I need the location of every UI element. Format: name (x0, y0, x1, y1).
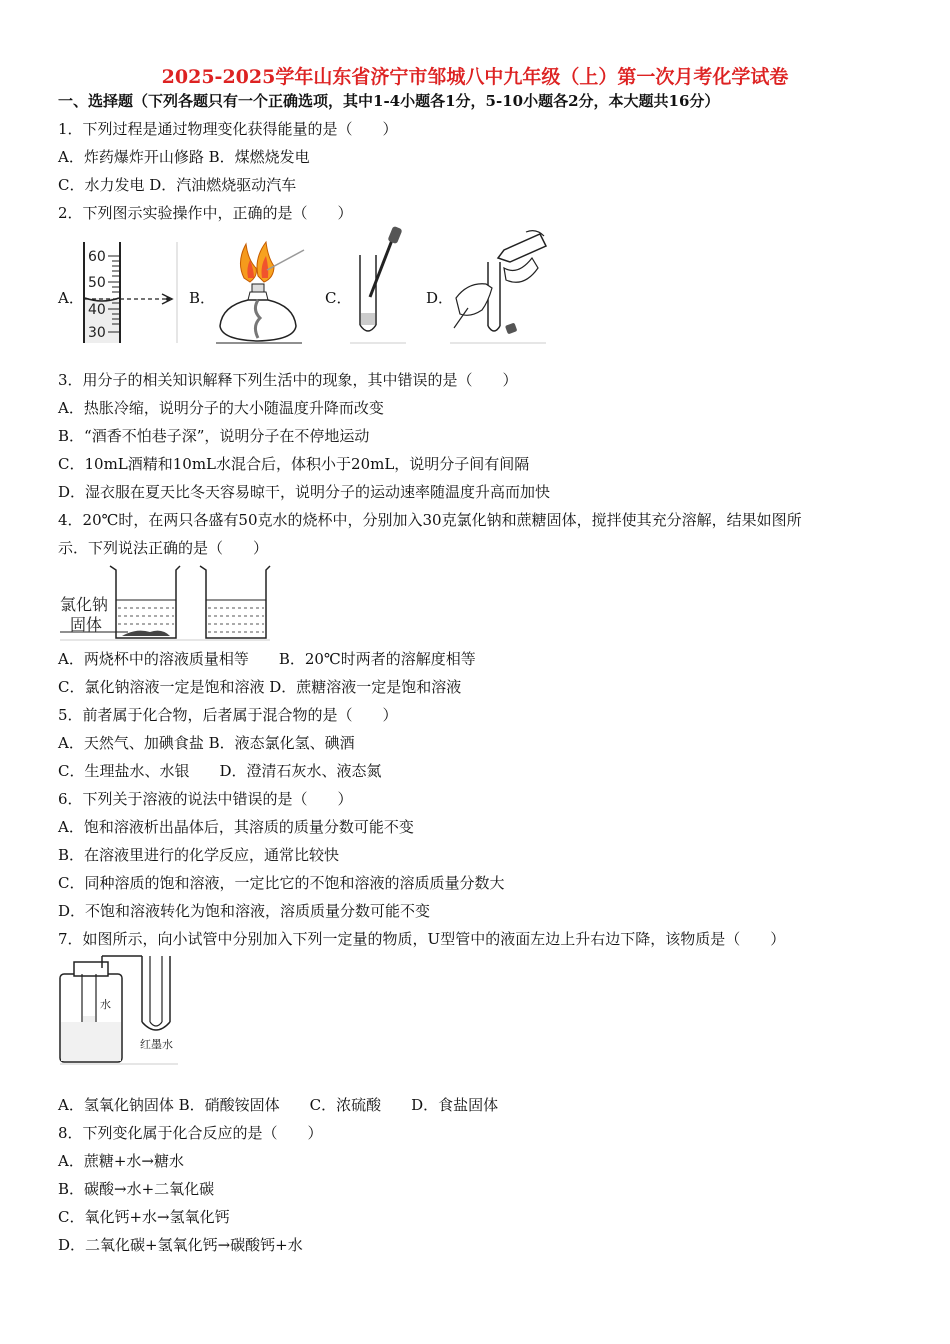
q6-option-d: D．不饱和溶液转化为饱和溶液，溶质质量分数可能不变 (58, 902, 431, 920)
pouring-liquid-figure (448, 228, 548, 345)
q4-options-cd: C．氯化钠溶液一定是饱和溶液 D．蔗糖溶液一定是饱和溶液 (58, 678, 462, 696)
u-tube-apparatus-figure (58, 952, 183, 1067)
q3-option-c: C．10mL酒精和10mL水混合后，体积小于20mL，说明分子间有间隔 (58, 455, 530, 473)
q8-option-b: B．碳酸→水+二氧化碳 (58, 1180, 215, 1198)
q6-option-a: A．饱和溶液析出晶体后，其溶质的质量分数可能不变 (58, 818, 414, 836)
q8-option-c: C．氧化钙+水→氢氧化钙 (58, 1208, 230, 1226)
q4-stem-line1: 4．20℃时，在两只各盛有50克水的烧杯中，分别加入30克氯化钠和蔗糖固体，搅拌使其充分溶解，结果如图所 (58, 511, 802, 529)
q8-stem: 8．下列变化属于化合反应的是（ ） (58, 1124, 323, 1142)
apparatus-label-red-ink: 红墨水 (140, 1038, 173, 1051)
q5-options-ab: A．天然气、加碘食盐 B．液态氯化氢、碘酒 (58, 734, 355, 752)
section-heading: 一、选择题（下列各题只有一个正确选项，其中1-4小题各1分，5-10小题各2分，本大题共16分） (58, 92, 720, 110)
q1-options-cd: C．水力发电 D．汽油燃烧驱动汽车 (58, 176, 297, 194)
cylinder-tick-40: 40 (88, 302, 106, 318)
beaker-label-solid: 固体 (70, 615, 103, 634)
dropper-test-tube-figure (348, 225, 408, 345)
graduated-cylinder-figure (82, 240, 182, 345)
q2-label-b: B． (189, 289, 216, 307)
q5-stem: 5．前者属于化合物，后者属于混合物的是（ ） (58, 706, 398, 724)
q6-option-c: C．同种溶质的饱和溶液，一定比它的不饱和溶液的溶质质量分数大 (58, 874, 505, 892)
q2-label-c: C． (325, 289, 352, 307)
cylinder-tick-60: 60 (88, 249, 106, 265)
q3-stem: 3．用分子的相关知识解释下列生活中的现象，其中错误的是（ ） (58, 371, 518, 389)
q8-option-a: A．蔗糖+水→糖水 (58, 1152, 184, 1170)
beaker-label-nacl: 氯化钠 (60, 595, 109, 614)
q2-label-d: D． (426, 289, 454, 307)
cylinder-tick-50: 50 (88, 275, 106, 291)
q3-option-b: B．“酒香不怕巷子深”，说明分子在不停地运动 (58, 427, 370, 445)
q8-option-d: D．二氧化碳+氢氧化钙→碳酸钙+水 (58, 1236, 303, 1254)
q7-stem: 7．如图所示，向小试管中分别加入下列一定量的物质，U型管中的液面左边上升右边下降，该物质是（ ） (58, 930, 786, 948)
apparatus-label-water: 水 (100, 998, 111, 1011)
q2-stem: 2．下列图示实验操作中，正确的是（ ） (58, 204, 353, 222)
q6-option-b: B．在溶液里进行的化学反应，通常比较快 (58, 846, 340, 864)
q7-options: A．氢氧化钠固体 B．硝酸铵固体 C．浓硫酸 D．食盐固体 (58, 1096, 499, 1114)
q2-label-a: A． (58, 289, 84, 307)
cylinder-tick-30: 30 (88, 325, 106, 341)
q1-options-ab: A．炸药爆炸开山修路 B．煤燃烧发电 (58, 148, 310, 166)
q5-options-cd: C．生理盐水、水银 D．澄清石灰水、液态氮 (58, 762, 382, 780)
q6-stem: 6．下列关于溶液的说法中错误的是（ ） (58, 790, 353, 808)
q1-stem: 1．下列过程是通过物理变化获得能量的是（ ） (58, 120, 398, 138)
q4-stem-line2: 示．下列说法正确的是（ ） (58, 539, 269, 557)
two-beakers-figure (58, 562, 273, 642)
q3-option-a: A．热胀冷缩，说明分子的大小随温度升降而改变 (58, 399, 384, 417)
q3-option-d: D．湿衣服在夏天比冬天容易晾干，说明分子的运动速率随温度升高而加快 (58, 483, 551, 501)
alcohol-lamp-figure (212, 240, 307, 345)
q4-options-ab: A．两烧杯中的溶液质量相等 B．20℃时两者的溶解度相等 (58, 650, 476, 668)
exam-title: 2025-2025学年山东省济宁市邹城八中九年级（上）第一次月考化学试卷 (161, 66, 789, 88)
